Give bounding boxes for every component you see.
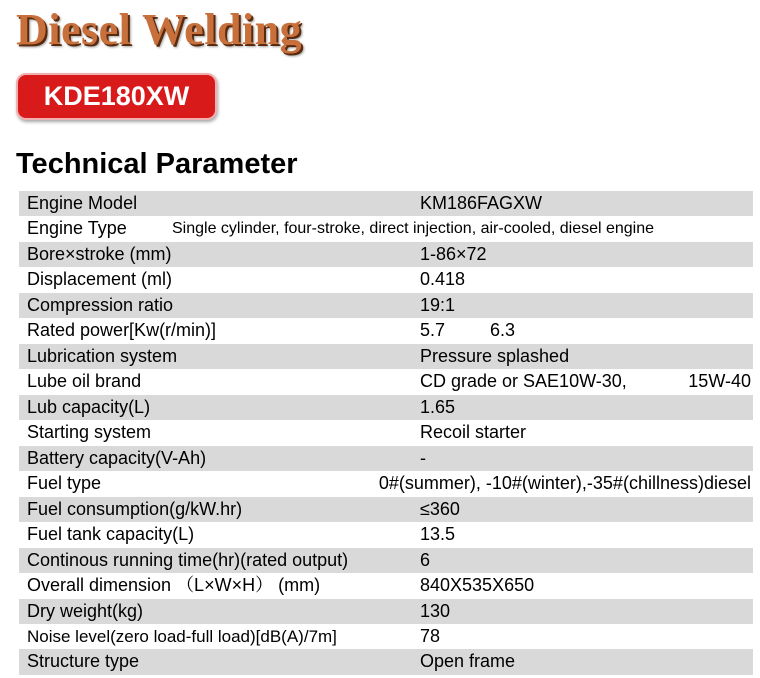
- spec-label: Engine Model: [27, 193, 138, 213]
- page-title: Diesel Welding: [16, 5, 303, 54]
- spec-label: Dry weight(kg): [27, 600, 144, 621]
- spec-label: Fuel type: [27, 473, 102, 494]
- spec-label: Fuel consumption(g/kW.hr): [27, 498, 243, 519]
- spec-value: -: [420, 447, 426, 468]
- spec-row-rated-power: [19, 318, 753, 343]
- spec-row-dry-weight: [19, 599, 753, 624]
- spec-row-displacement: [19, 267, 753, 292]
- spec-row-lubrication-system: [19, 344, 753, 369]
- spec-label: Engine Type: [27, 218, 127, 239]
- spec-label: Noise level(zero load-full load)[dB(A)/7m]: [27, 626, 337, 646]
- spec-value: 1.65: [420, 396, 456, 417]
- spec-label: Starting system: [27, 422, 152, 443]
- spec-value: Pressure splashed: [420, 345, 570, 366]
- spec-label: Continous running time(hr)(rated output): [27, 549, 349, 570]
- spec-value: 1-86×72: [420, 243, 487, 264]
- spec-table: [19, 191, 753, 675]
- spec-row-bore-stroke: [19, 242, 753, 267]
- spec-value: Single cylinder, four-stroke, direct injection, air-cooled, diesel engine: [172, 220, 655, 238]
- spec-label: Fuel tank capacity(L): [27, 524, 195, 545]
- spec-label: Bore×stroke (mm): [27, 243, 172, 264]
- spec-value: 13.5: [420, 524, 456, 545]
- spec-value: KM186FAGXW: [420, 193, 543, 213]
- spec-label: Battery capacity(V-Ah): [27, 447, 207, 468]
- spec-value: Recoil starter: [420, 422, 527, 443]
- spec-row-fuel-consumption: [19, 497, 753, 522]
- spec-value: 5.7: [420, 320, 446, 341]
- model-badge: KDE180XW: [16, 73, 217, 120]
- spec-label: Rated power[Kw(r/min)]: [27, 320, 217, 341]
- spec-value: 840X535X650: [420, 575, 535, 596]
- spec-value: 78: [420, 625, 441, 646]
- spec-value: 19:1: [420, 294, 456, 315]
- spec-row-noise-level: [19, 624, 753, 649]
- spec-row-compression-ratio: [19, 293, 753, 318]
- spec-label: Overall dimension （L×W×H） (mm): [27, 575, 321, 596]
- spec-row-lube-oil-brand: [19, 369, 753, 394]
- section-title: Technical Parameter: [16, 148, 298, 180]
- spec-label: Compression ratio: [27, 294, 174, 315]
- spec-row-engine-model: [19, 191, 753, 216]
- spec-label: Lube oil brand: [27, 371, 142, 392]
- spec-label: Displacement (ml): [27, 269, 173, 290]
- spec-value: CD grade or SAE10W-30,: [420, 371, 627, 392]
- spec-row-battery-capacity: [19, 446, 753, 471]
- spec-label: Lub capacity(L): [27, 396, 151, 417]
- spec-value: 6: [420, 549, 431, 570]
- spec-value: 0#(summer), -10#(winter),-35#(chillness)diesel: [378, 473, 751, 494]
- spec-row-structure-type: [19, 649, 753, 674]
- spec-label: Structure type: [27, 651, 140, 672]
- spec-value-secondary: 15W-40: [688, 371, 751, 392]
- spec-value: 130: [420, 600, 451, 621]
- spec-row-starting-system: [19, 420, 753, 445]
- spec-row-engine-type: [19, 216, 753, 241]
- spec-value: 0.418: [420, 269, 466, 290]
- spec-row-fuel-tank-capacity: [19, 522, 753, 547]
- spec-row-overall-dimension: [19, 573, 753, 598]
- spec-row-lub-capacity: [19, 395, 753, 420]
- spec-row-fuel-type: [19, 471, 753, 496]
- spec-row-running-time: [19, 548, 753, 573]
- spec-value: Open frame: [420, 651, 516, 672]
- spec-value-secondary: 6.3: [490, 320, 516, 341]
- spec-value: ≤360: [420, 498, 460, 519]
- spec-label: Lubrication system: [27, 345, 178, 366]
